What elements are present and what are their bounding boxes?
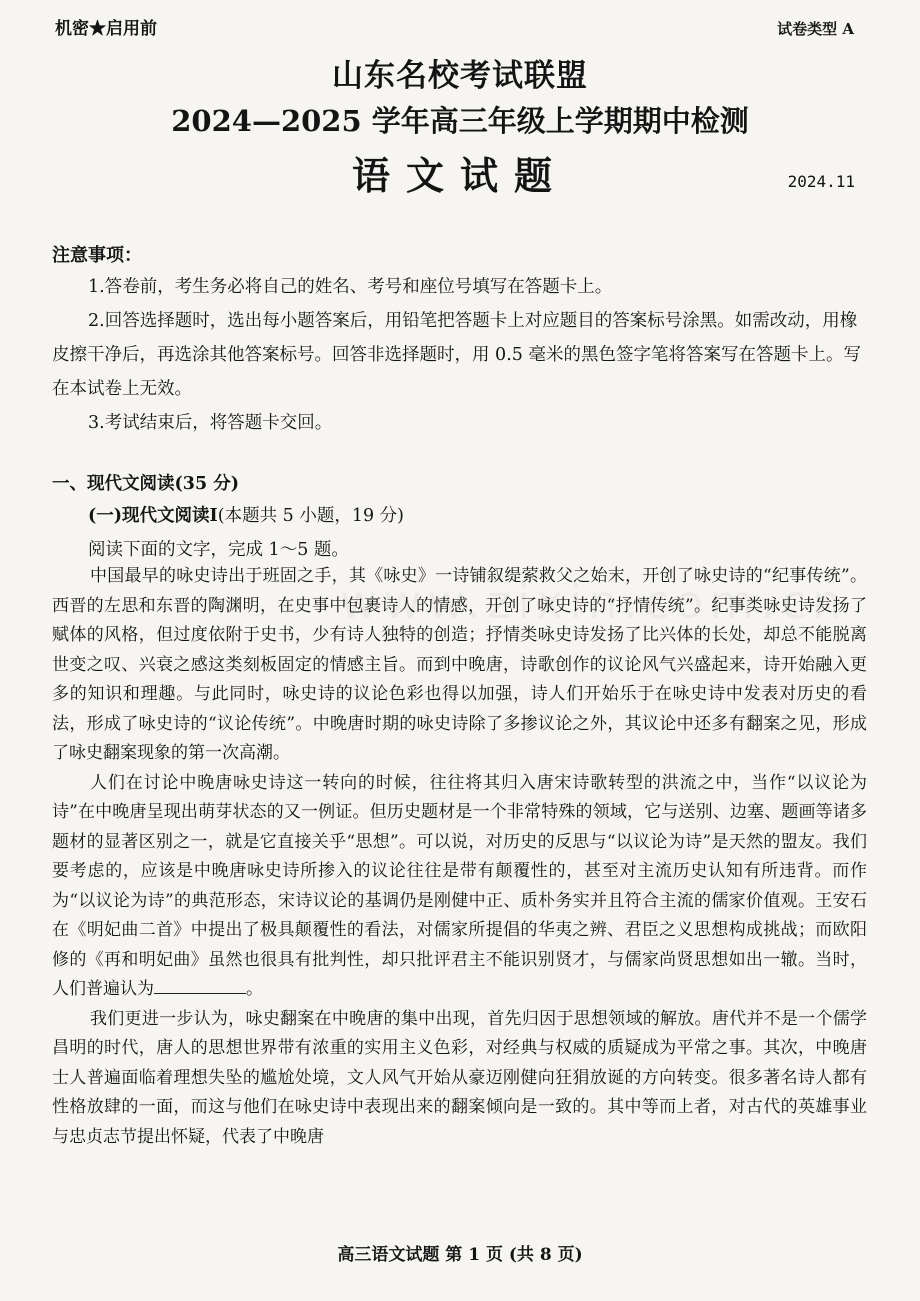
paragraph-2-text: 人们在讨论中晚唐咏史诗这一转向的时候，往往将其归入唐宋诗歌转型的洪流之中，当作“以议论为诗”在中晚唐呈现出萌芽状态的又一例证。但历史题材是一个非常特殊的领域，它与送别、边塞、题画等诸多题材的显著区别之一，就是它直接关乎“思想”。可以说，对历史的反思与“以议论为诗”是天然的盟友。我们要考虑的，应该是中晚唐咏史诗所掺入的议论往往是带有颠覆性的，甚至对主流历史认知有所违背。而作为“以议论为诗”的典范形态，宋诗议论的基调仍是刚健中正、质朴务实并且符合主流的儒家价值观。王安石在《明妃曲二首》中提出了极具颠覆性的看法，对儒家所提倡的华夷之辨、君臣之义思想构成挑战；而欧阳修的《再和明妃曲》虽然也很具有批判性，却只批评君主不能识别贤才，与儒家尚贤思想如出一辙。当时，人们普遍认为 [52, 772, 867, 999]
reading-passage [52, 562, 867, 1152]
fill-in-blank [154, 993, 246, 994]
note-item: 2.回答选择题时，选出每小题答案后，用铅笔把答题卡上对应题目的答案标号涂黑。如需改动，用橡皮擦干净后，再选涂其他答案标号。回答非选择题时，用 0.5 毫米的黑色签字笔将答案写在答题卡上。写在本试卷上无效。 [52, 311, 861, 399]
passage-paragraph-2 [52, 769, 867, 1005]
subject-title: 语文试题 [351, 153, 568, 198]
sub-section-info: (本题共 5 小题，19 分) [217, 506, 404, 526]
notes-heading: 注意事项： [52, 245, 142, 266]
section-heading: 一、现代文阅读(35 分) [52, 474, 240, 494]
passage-paragraph-1: 中国最早的咏史诗出于班固之手，其《咏史》一诗铺叙缇萦救父之始末，开创了咏史诗的“纪事传统”。西晋的左思和东晋的陶渊明，在史事中包裹诗人的情感，开创了咏史诗的“抒情传统”。纪事类咏史诗发扬了赋体的风格，但过度依附于史书，少有诗人独特的创造；抒情类咏史诗发扬了比兴体的长处，却总不能脱离世变之叹、兴衰之感这类刻板固定的情感主旨。而到中晚唐，诗歌创作的议论风气兴盛起来，诗开始融入更多的知识和理趣。与此同时，咏史诗的议论色彩也得以加强，诗人们开始乐于在咏史诗中发表对历史的看法，形成了咏史诗的“议论传统”。中晚唐时期的咏史诗除了多掺议论之外，其议论中还多有翻案之见，形成了咏史翻案现象的第一次高潮。 [52, 566, 867, 763]
paper-type-label: 试卷类型 A [777, 20, 854, 38]
paragraph-2-end: 。 [246, 979, 263, 999]
exam-organizer-title: 山东名校考试联盟 [332, 58, 588, 94]
confidential-label: 机密★启用前 [55, 19, 157, 39]
passage-paragraph-3: 我们更进一步认为，咏史翻案在中晚唐的集中出现，首先归因于思想领域的解放。唐代并不是一个儒学昌明的时代，唐人的思想世界带有浓重的实用主义色彩，对经典与权威的质疑成为平常之事。其次，中晚唐士人普遍面临着理想失坠的尴尬处境，文人风气开始从豪迈刚健向狂狷放诞的方向转变。很多著名诗人都有性格放肆的一面，而这与他们在咏史诗中表现出来的翻案倾向是一致的。其中等而上者，对古代的英雄事业与忠贞志节提出怀疑，代表了中晚唐 [52, 1008, 867, 1147]
reading-instruction: 阅读下面的文字，完成 1～5 题。 [88, 540, 349, 560]
note-item: 3.考试结束后，将答题卡交回。 [88, 413, 333, 433]
notes-list [52, 270, 867, 440]
sub-section-title: (一)现代文阅读Ⅰ [88, 506, 218, 526]
page-footer: 高三语文试题 第 1 页 (共 8 页) [337, 1245, 583, 1265]
sub-section-heading [88, 502, 404, 527]
exam-date: 2024.11 [787, 172, 855, 191]
exam-term-title: 2024—2025 学年高三年级上学期期中检测 [171, 104, 749, 138]
note-item: 1.答卷前，考生务必将自己的姓名、考号和座位号填写在答题卡上。 [88, 277, 613, 297]
